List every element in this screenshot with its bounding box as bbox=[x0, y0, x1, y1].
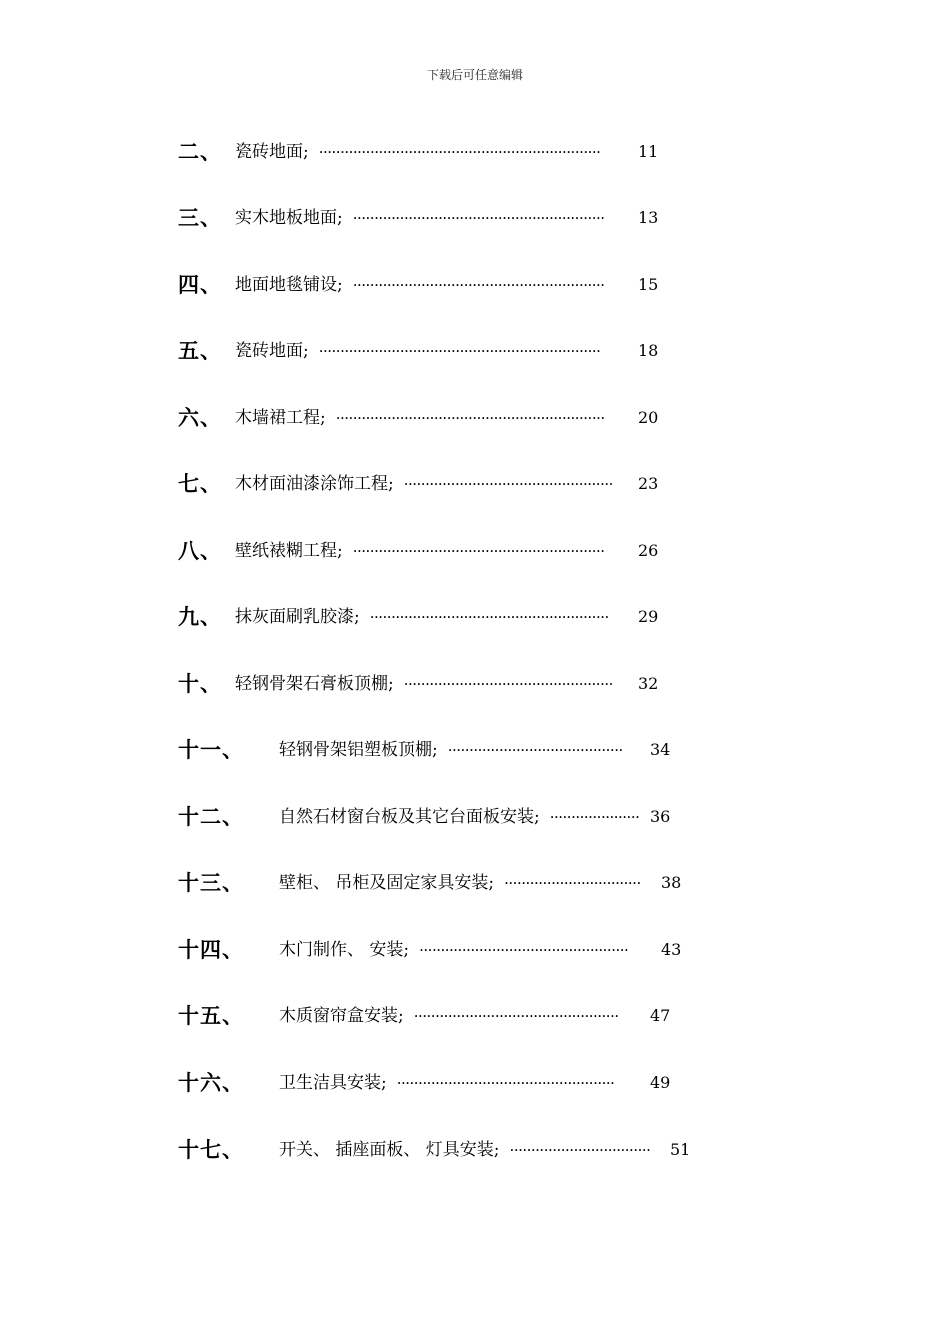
toc-entry-page: 36 bbox=[650, 807, 671, 826]
toc-entry bbox=[0, 800, 950, 834]
toc-entry-number: 十五、 bbox=[178, 1003, 244, 1028]
toc-leader-dots: ················································ bbox=[413, 1007, 619, 1025]
toc-entry-title: 轻钢骨架石膏板顶棚; bbox=[235, 674, 394, 694]
page-header: 下载后可任意编辑 bbox=[426, 68, 523, 82]
toc-entry-number: 四、 bbox=[178, 272, 222, 297]
toc-entry bbox=[0, 933, 950, 967]
toc-entry-title: 实木地板地面; bbox=[235, 208, 343, 228]
toc-entry bbox=[0, 268, 950, 302]
toc-entry-title: 瓷砖地面; bbox=[235, 341, 309, 361]
toc-entry-page: 15 bbox=[638, 275, 659, 294]
toc-leader-dots: ·································································· bbox=[318, 342, 601, 360]
toc-entry-number: 十六、 bbox=[178, 1070, 244, 1095]
toc-entry-title: 抹灰面刷乳胶漆; bbox=[235, 607, 360, 627]
toc-leader-dots: ··················································· bbox=[396, 1074, 615, 1092]
toc-entry-number: 三、 bbox=[178, 205, 222, 230]
toc-entry-page: 18 bbox=[638, 341, 659, 360]
toc-entry-number: 十七、 bbox=[178, 1137, 244, 1162]
toc-leader-dots: ········································· bbox=[447, 741, 623, 759]
toc-leader-dots: ··························································· bbox=[352, 209, 605, 227]
toc-entry-page: 13 bbox=[638, 208, 659, 227]
toc-leader-dots: ································ bbox=[504, 874, 641, 892]
toc-leader-dots: ··························································· bbox=[352, 542, 605, 560]
toc-entry-page: 47 bbox=[650, 1006, 671, 1025]
toc-entry-title: 瓷砖地面; bbox=[235, 142, 309, 162]
toc-entry-title: 卫生洁具安装; bbox=[279, 1073, 387, 1093]
toc-leader-dots: ················································· bbox=[403, 675, 613, 693]
toc-entry-page: 51 bbox=[670, 1140, 691, 1159]
toc-entry-number: 十三、 bbox=[178, 870, 244, 895]
toc-entry bbox=[0, 733, 950, 767]
toc-leader-dots: ················································· bbox=[419, 941, 629, 959]
toc-entry bbox=[0, 667, 950, 701]
toc-entry bbox=[0, 534, 950, 568]
toc-entry bbox=[0, 135, 950, 169]
toc-entry bbox=[0, 600, 950, 634]
toc-entry-number: 二、 bbox=[178, 139, 222, 164]
toc-entry-page: 29 bbox=[638, 607, 659, 626]
toc-entry-number: 十四、 bbox=[178, 937, 244, 962]
toc-leader-dots: ····················· bbox=[549, 808, 640, 826]
toc-entry-page: 11 bbox=[638, 142, 659, 161]
toc-entry-title: 木墙裙工程; bbox=[235, 408, 326, 428]
toc-entry-title: 开关、 插座面板、 灯具安装; bbox=[279, 1140, 500, 1160]
toc-entry bbox=[0, 334, 950, 368]
toc-entry-page: 43 bbox=[661, 940, 682, 959]
toc-entry-title: 自然石材窗台板及其它台面板安装; bbox=[279, 807, 540, 827]
toc-entry-number: 十、 bbox=[178, 671, 222, 696]
toc-entry bbox=[0, 999, 950, 1033]
toc-entry-number: 七、 bbox=[178, 471, 222, 496]
toc-entry bbox=[0, 401, 950, 435]
toc-entry-title: 壁柜、 吊柜及固定家具安装; bbox=[279, 873, 495, 893]
toc-entry-title: 壁纸裱糊工程; bbox=[235, 541, 343, 561]
toc-entry-page: 34 bbox=[650, 740, 671, 759]
toc-entry-title: 木门制作、 安装; bbox=[279, 940, 410, 960]
toc-entry bbox=[0, 201, 950, 235]
toc-entry-page: 32 bbox=[638, 674, 659, 693]
toc-entry-page: 38 bbox=[661, 873, 682, 892]
toc-entry-title: 轻钢骨架铝塑板顶棚; bbox=[279, 740, 438, 760]
toc-entry-number: 八、 bbox=[178, 538, 222, 563]
toc-entry bbox=[0, 467, 950, 501]
toc-leader-dots: ······························································· bbox=[335, 409, 605, 427]
toc-entry-title: 木材面油漆涂饰工程; bbox=[235, 474, 394, 494]
toc-leader-dots: ································· bbox=[509, 1141, 651, 1159]
toc-entry-number: 六、 bbox=[178, 405, 222, 430]
toc-entry-number: 五、 bbox=[178, 338, 222, 363]
toc-entry-page: 20 bbox=[638, 408, 659, 427]
toc-entry bbox=[0, 1066, 950, 1100]
toc-entry-number: 十二、 bbox=[178, 804, 244, 829]
toc-leader-dots: ················································· bbox=[403, 475, 613, 493]
toc-leader-dots: ··························································· bbox=[352, 276, 605, 294]
toc-entry-page: 49 bbox=[650, 1073, 671, 1092]
toc-entry-title: 地面地毯铺设; bbox=[235, 275, 343, 295]
toc-entry-title: 木质窗帘盒安装; bbox=[279, 1006, 404, 1026]
toc-leader-dots: ························································ bbox=[369, 608, 609, 626]
toc-leader-dots: ·································································· bbox=[318, 143, 601, 161]
toc-entry-number: 十一、 bbox=[178, 737, 244, 762]
toc-entry bbox=[0, 866, 950, 900]
toc-entry-page: 23 bbox=[638, 474, 659, 493]
toc-entry-number: 九、 bbox=[178, 604, 222, 629]
toc-entry bbox=[0, 1133, 950, 1167]
toc-entry-page: 26 bbox=[638, 541, 659, 560]
